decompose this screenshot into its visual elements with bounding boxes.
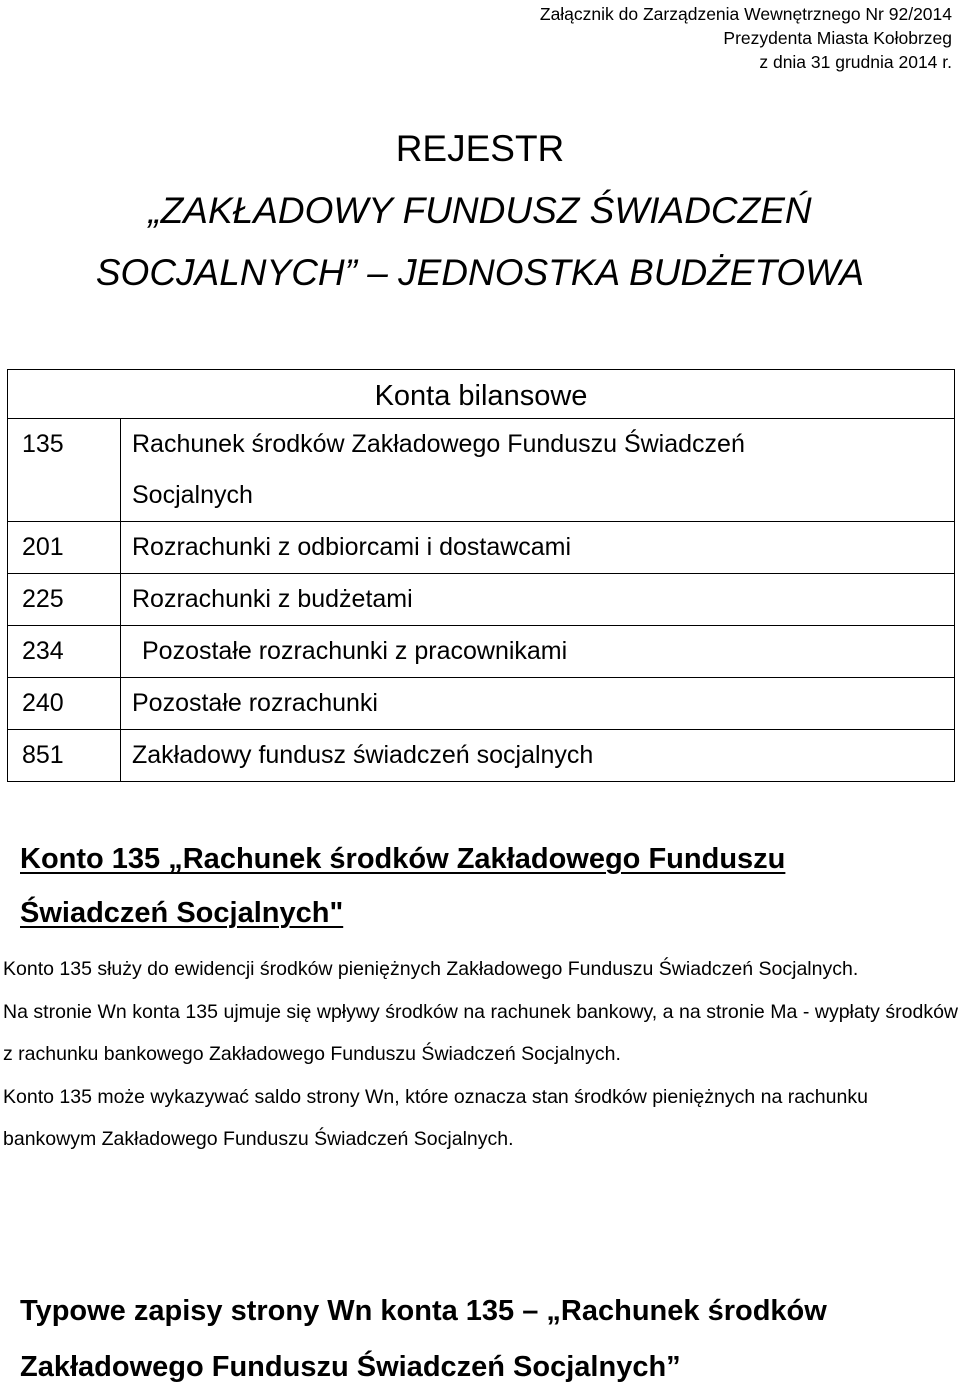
account-name-line: Socjalnych bbox=[132, 481, 253, 509]
account-name: Rozrachunki z budżetami bbox=[121, 574, 955, 626]
table-row bbox=[8, 678, 955, 730]
heading-line: Typowe zapisy strony Wn konta 135 – „Rachunek środków bbox=[20, 1295, 827, 1327]
account-name: Pozostałe rozrachunki bbox=[121, 678, 955, 730]
account-number: 851 bbox=[8, 730, 121, 782]
attachment-note-line: Prezydenta Miasta Kołobrzeg bbox=[723, 28, 952, 48]
paragraph: Na stronie Wn konta 135 ujmuje się wpływy środków na rachunek bankowy, a na stronie Ma - wypłaty środków z rachunku bankowego Zakładowego Funduszu Świadczeń Socjalnych. bbox=[3, 1000, 958, 1065]
account-name-line: Rachunek środków Zakładowego Funduszu Świadczeń bbox=[132, 430, 745, 458]
table-row bbox=[8, 730, 955, 782]
table-row bbox=[8, 419, 955, 522]
table-row bbox=[8, 522, 955, 574]
attachment-note bbox=[540, 2, 952, 74]
table-row bbox=[8, 574, 955, 626]
account-name: Zakładowy fundusz świadczeń socjalnych bbox=[121, 730, 955, 782]
account-number: 225 bbox=[8, 574, 121, 626]
attachment-note-line: Załącznik do Zarządzenia Wewnętrznego Nr 92/2014 bbox=[539, 4, 952, 24]
account-name bbox=[121, 419, 955, 522]
balance-accounts-table bbox=[7, 369, 955, 782]
attachment-note-line: z dnia 31 grudnia 2014 r. bbox=[759, 52, 952, 72]
table-row bbox=[8, 626, 955, 678]
account-number: 234 bbox=[8, 626, 121, 678]
table-heading: Konta bilansowe bbox=[8, 370, 955, 419]
paragraph: Konto 135 służy do ewidencji środków pieniężnych Zakładowego Funduszu Świadczeń Socjalnych. bbox=[3, 958, 859, 980]
account-135-description bbox=[3, 948, 958, 1161]
account-135-heading bbox=[20, 832, 920, 940]
account-name: Pozostałe rozrachunki z pracownikami bbox=[121, 626, 955, 678]
heading-line: Świadczeń Socjalnych" bbox=[20, 897, 344, 929]
account-number: 135 bbox=[8, 419, 121, 522]
title-fund-line1: „ZAKŁADOWY FUNDUSZ ŚWIADCZEŃ bbox=[148, 190, 812, 231]
account-number: 201 bbox=[8, 522, 121, 574]
title-register: REJESTR bbox=[395, 128, 565, 169]
account-name: Rozrachunki z odbiorcami i dostawcami bbox=[121, 522, 955, 574]
title-fund-line2: SOCJALNYCH” – JEDNOSTKA BUDŻETOWA bbox=[95, 252, 865, 293]
heading-line: Zakładowego Funduszu Świadczeń Socjalnych” bbox=[20, 1351, 681, 1383]
account-number: 240 bbox=[8, 678, 121, 730]
typical-entries-heading bbox=[20, 1283, 960, 1395]
paragraph: Konto 135 może wykazywać saldo strony Wn, które oznacza stan środków pieniężnych na rachunku bankowym Zakładowego Funduszu Świadczeń Socjalnych. bbox=[3, 1085, 868, 1150]
heading-line: Konto 135 „Rachunek środków Zakładowego Funduszu bbox=[20, 843, 786, 875]
document-title bbox=[0, 118, 960, 304]
